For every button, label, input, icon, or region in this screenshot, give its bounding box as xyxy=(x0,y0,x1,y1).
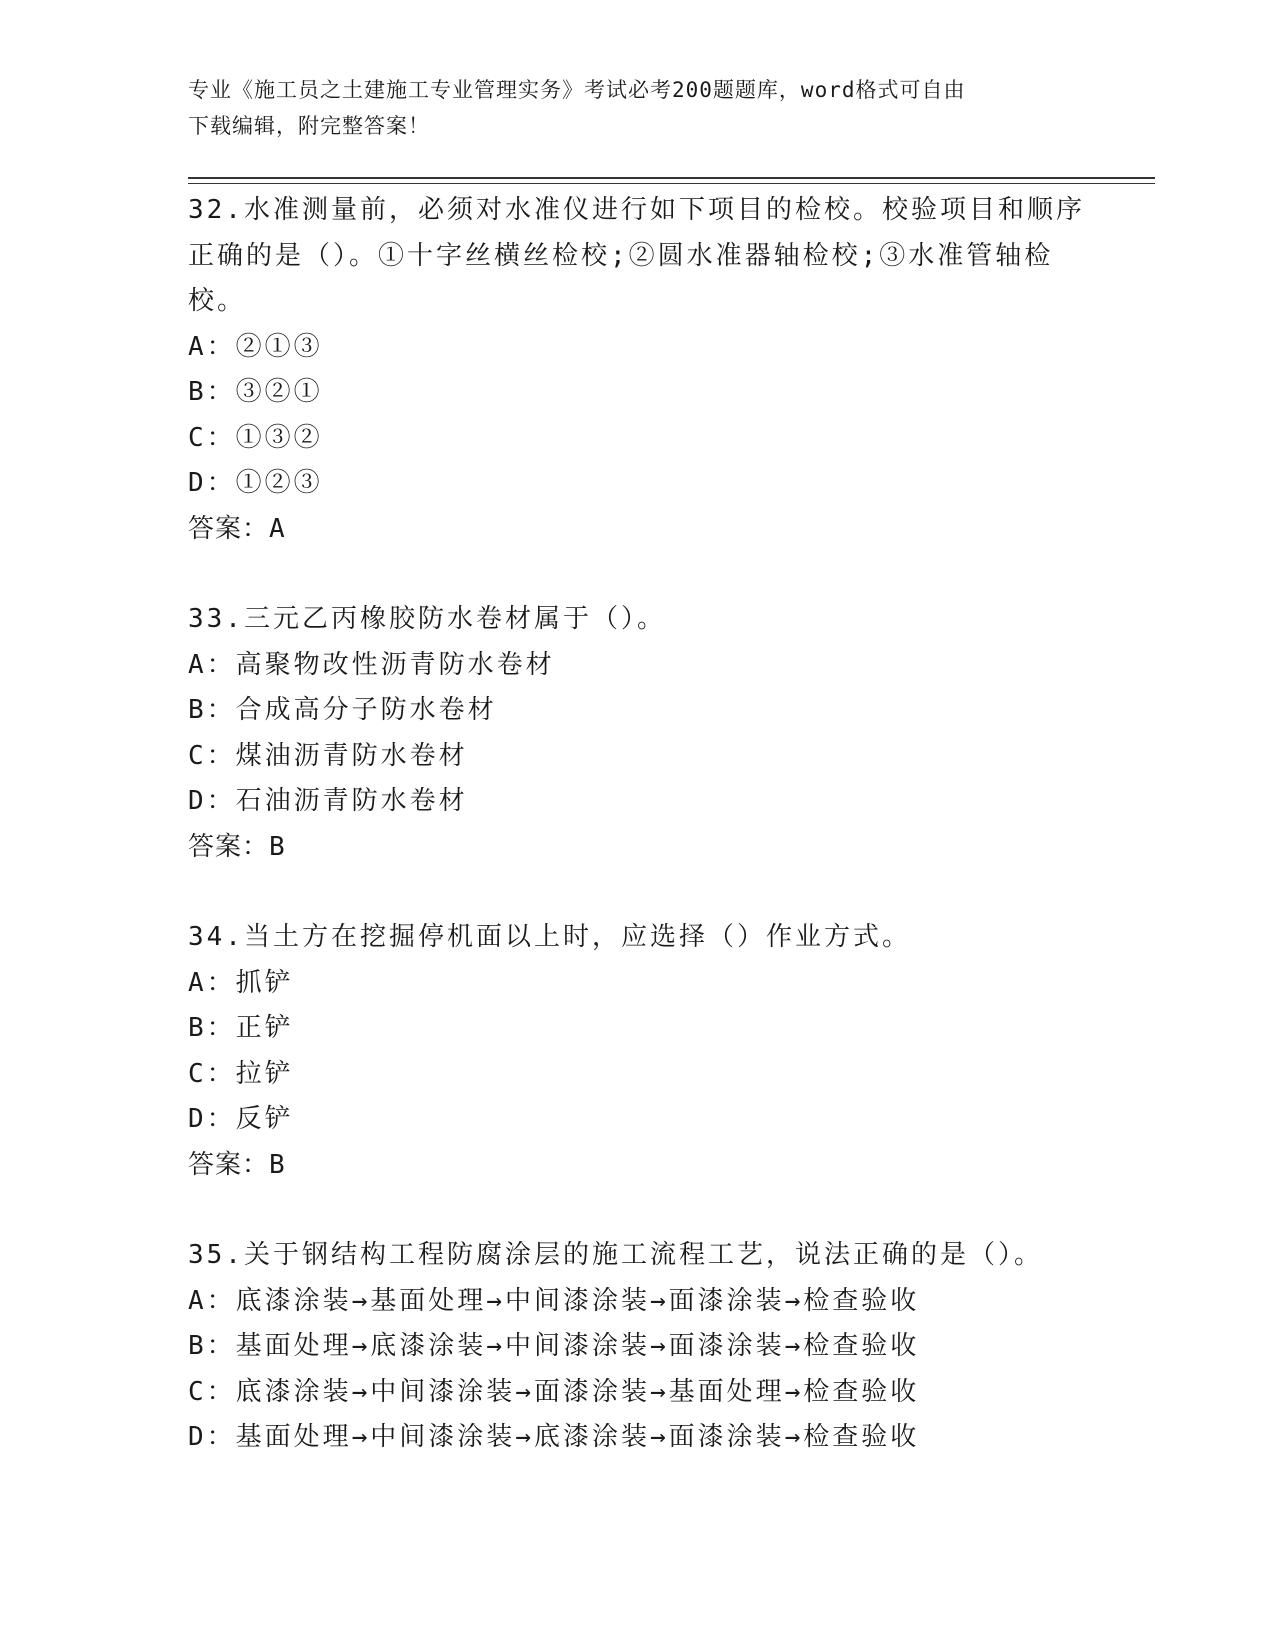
header-line-1: 专业《施工员之土建施工专业管理实务》考试必考200题题库，word格式可自由 xyxy=(188,78,966,102)
answer-line: 答案：B xyxy=(188,831,286,862)
document-header xyxy=(188,72,1088,144)
question-stem: 33.三元乙丙橡胶防水卷材属于（）。 xyxy=(188,604,666,634)
header-line-2: 下载编辑，附完整答案！ xyxy=(188,114,430,138)
header-divider-thick xyxy=(188,177,1155,179)
option-c: C：①③② xyxy=(188,422,323,453)
option-c: C：底漆涂装→中间漆涂装→面漆涂装→基面处理→检查验收 xyxy=(188,1376,920,1407)
question-stem: 32.水准测量前，必须对水准仪进行如下项目的检校。校验项目和顺序 xyxy=(188,195,1085,225)
question-32 xyxy=(188,188,1088,552)
option-d: D：石油沥青防水卷材 xyxy=(188,786,468,816)
option-a: A：底漆涂装→基面处理→中间漆涂装→面漆涂装→检查验收 xyxy=(188,1285,920,1316)
option-b: B：合成高分子防水卷材 xyxy=(188,695,497,725)
question-35 xyxy=(188,1233,1088,1461)
option-d: D：基面处理→中间漆涂装→底漆涂装→面漆涂装→检查验收 xyxy=(188,1422,920,1452)
header-divider-thin xyxy=(188,183,1155,184)
option-d: D：反铲 xyxy=(188,1104,294,1134)
option-c: C：煤油沥青防水卷材 xyxy=(188,740,468,771)
option-b: B：③②① xyxy=(188,377,323,407)
answer-line: 答案：B xyxy=(188,1149,286,1180)
option-d: D：①②③ xyxy=(188,468,323,498)
option-a: A：②①③ xyxy=(188,331,323,362)
question-stem: 35.关于钢结构工程防腐涂层的施工流程工艺，说法正确的是（）。 xyxy=(188,1240,1043,1270)
question-stem: 正确的是（）。①十字丝横丝检校;②圆水准器轴检校;③水准管轴检 xyxy=(188,240,1054,271)
question-stem: 校。 xyxy=(188,286,247,316)
question-stem: 34.当土方在挖掘停机面以上时，应选择（）作业方式。 xyxy=(188,922,911,952)
option-b: B：基面处理→底漆涂装→中间漆涂装→面漆涂装→检查验收 xyxy=(188,1331,920,1361)
question-list xyxy=(188,188,1088,1506)
question-33 xyxy=(188,597,1088,870)
question-34 xyxy=(188,915,1088,1188)
answer-line: 答案：A xyxy=(188,513,286,544)
option-b: B：正铲 xyxy=(188,1013,294,1043)
option-a: A：抓铲 xyxy=(188,967,294,998)
option-a: A：高聚物改性沥青防水卷材 xyxy=(188,649,555,680)
option-c: C：拉铲 xyxy=(188,1058,294,1089)
